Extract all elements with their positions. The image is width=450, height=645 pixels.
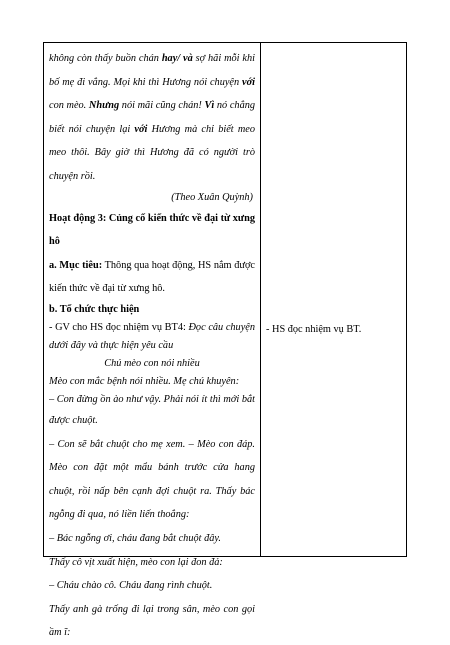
text-line bbox=[49, 118, 255, 142]
text-run: ầm ĩ: bbox=[49, 627, 71, 639]
text-line bbox=[49, 47, 255, 71]
text-run: – Bác ngỗng ơi, cháu đang bắt chuột đây. bbox=[49, 532, 221, 544]
text-run: Vì bbox=[204, 100, 215, 112]
text-run: meo thôi. Bây giờ thì Hương đã có người trò bbox=[49, 147, 255, 159]
text-line bbox=[49, 165, 255, 189]
text-run: – Con đừng ồn ào như vậy. Phải nói ít thì mới bắt bbox=[49, 393, 255, 405]
text-line bbox=[49, 503, 255, 527]
text-run: chuyện rồi. bbox=[49, 170, 96, 182]
text-run: biết nói chuyện lại bbox=[49, 123, 135, 135]
text-line bbox=[49, 391, 255, 409]
section-heading bbox=[49, 230, 255, 254]
text-run: Đọc câu chuyện bbox=[188, 321, 255, 333]
text-line bbox=[49, 456, 255, 480]
text-run: Chú mèo con nói nhiều bbox=[104, 357, 200, 369]
text-run: nói mãi cũng chán! bbox=[119, 100, 205, 112]
text-line bbox=[49, 574, 255, 598]
text-line bbox=[49, 621, 255, 645]
text-run: Nhưng bbox=[88, 100, 120, 112]
text-run: (Theo Xuân Quỳnh) bbox=[171, 191, 253, 203]
text-run: b. Tổ chức thực hiện bbox=[49, 303, 140, 315]
text-line bbox=[49, 373, 255, 391]
text-run: hay/ bbox=[161, 53, 181, 64]
text-run: Thấy anh gà trống đi lại trong sân, mèo con gọi bbox=[49, 603, 255, 615]
text-run: ngỗng đi qua, nó liền liến thoắng: bbox=[49, 509, 190, 521]
text-line bbox=[49, 141, 255, 165]
text-run: Mèo con đặt một mẩu bánh trước cửa hang bbox=[49, 462, 255, 474]
text-run: chuột, rồi nấp bên cạnh đợi chuột ra. Thấy bác bbox=[49, 485, 255, 497]
text-run: Mèo con mắc bệnh nói nhiều. Mẹ chú khuyên: bbox=[49, 375, 240, 387]
text-run: sợ hãi mỗi khi bbox=[192, 53, 255, 64]
text-run: – Cháu chào cô. Cháu đang rình chuột. bbox=[49, 580, 213, 592]
text-line bbox=[49, 409, 255, 433]
text-run: với bbox=[242, 76, 255, 88]
text-run: Thấy cô vịt xuất hiện, mèo con lại đon đả: bbox=[49, 556, 223, 568]
text-line bbox=[49, 527, 255, 551]
column-divider bbox=[260, 43, 261, 556]
text-run: hô bbox=[49, 236, 60, 248]
text-line bbox=[49, 254, 255, 278]
text-line bbox=[49, 319, 255, 337]
text-run: con mèo. bbox=[49, 100, 89, 112]
text-run: Thông qua hoạt động, HS nắm được bbox=[102, 259, 255, 271]
subheading bbox=[49, 301, 255, 319]
text-line bbox=[49, 598, 255, 622]
text-run: Hương mà chỉ biết meo bbox=[147, 123, 255, 135]
text-line bbox=[49, 551, 255, 575]
text-run: Hoạt động 3: Củng cố kiến thức về đại từ xưng bbox=[49, 212, 255, 224]
text-run: nó chẳng bbox=[214, 100, 255, 112]
text-run: - GV cho HS đọc nhiệm vụ BT4: bbox=[49, 321, 189, 333]
text-line bbox=[49, 433, 255, 457]
text-run: với bbox=[134, 123, 148, 135]
text-run: và bbox=[183, 53, 193, 64]
text-line bbox=[49, 277, 255, 301]
text-run: dưới đây và thực hiện yêu cầu bbox=[49, 339, 174, 351]
right-column-text: - HS đọc nhiệm vụ BT. bbox=[266, 324, 362, 335]
source-citation bbox=[49, 189, 255, 207]
story-title bbox=[49, 355, 255, 373]
text-line bbox=[49, 71, 255, 95]
lesson-table bbox=[43, 42, 407, 639]
text-run: – Con sẽ bắt chuột cho mẹ xem. – Mèo con đáp. bbox=[49, 438, 255, 450]
text-run: a. Mục tiêu: bbox=[49, 259, 103, 271]
text-run: kiến thức về đại từ xưng hô. bbox=[49, 283, 165, 295]
section-heading bbox=[49, 207, 255, 231]
text-run: bố mẹ đi vắng. Mọi khi thì Hương nói chuyện bbox=[49, 76, 243, 88]
text-run: được chuột. bbox=[49, 414, 98, 426]
text-line bbox=[49, 94, 255, 118]
left-column bbox=[49, 47, 255, 645]
text-line bbox=[49, 337, 255, 355]
text-run: không còn thấy buồn chán bbox=[49, 53, 162, 64]
text-line bbox=[49, 480, 255, 504]
